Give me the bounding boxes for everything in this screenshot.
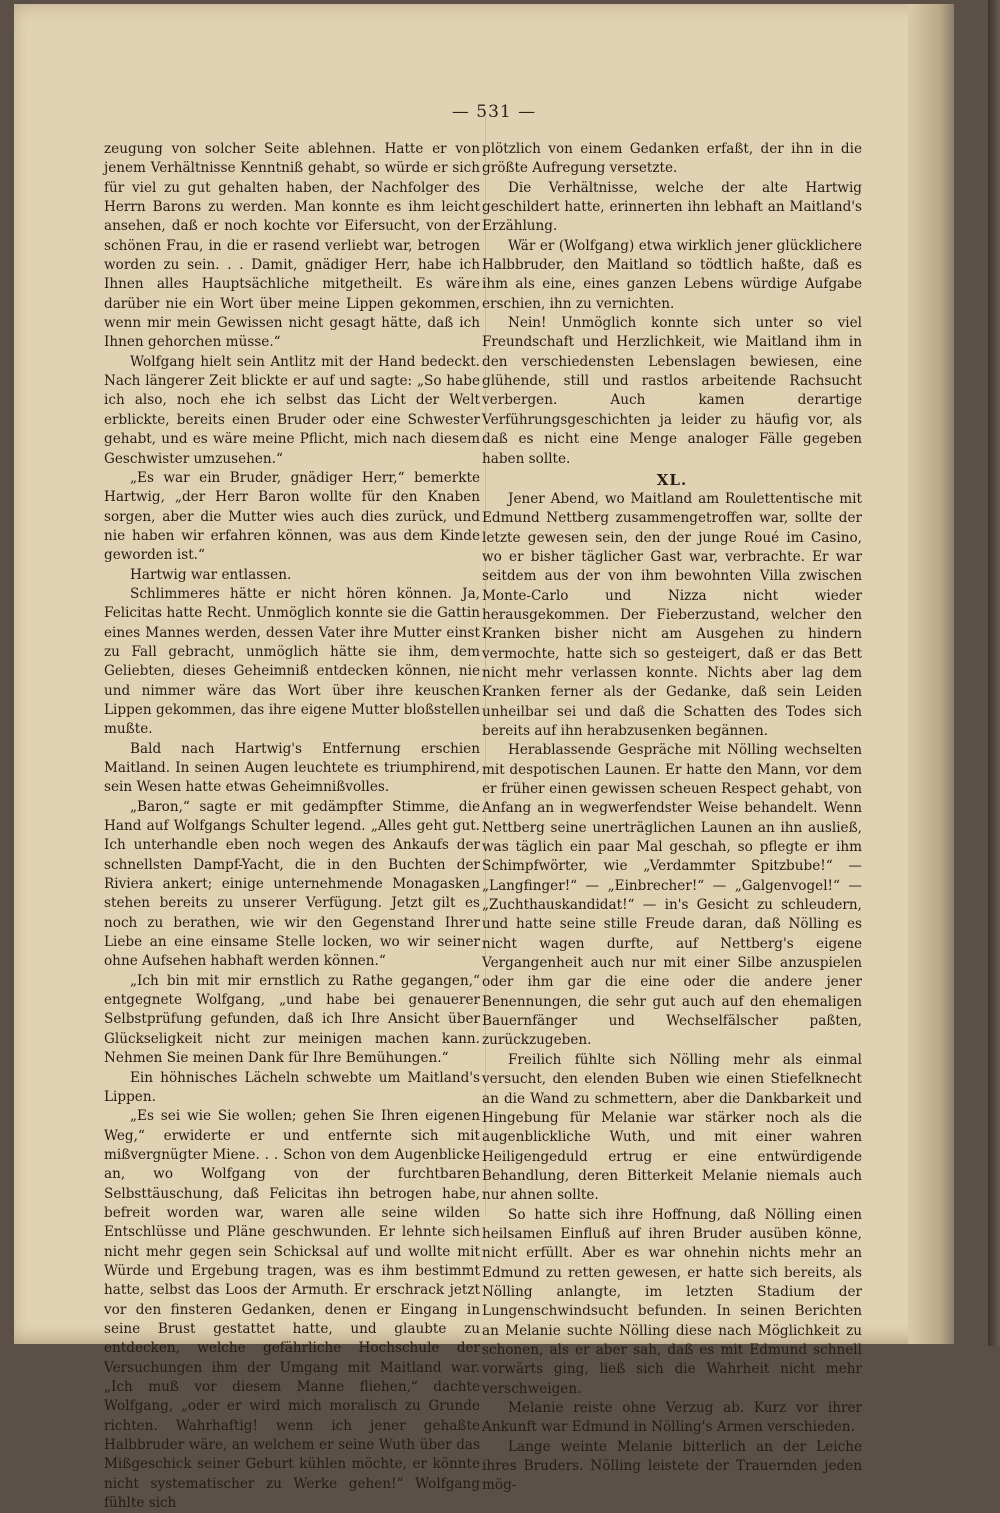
paragraph: „Baron,“ sagte er mit gedämpfter Stimme, die Hand auf Wolfgangs Schulter legend. „Alles geht gut. Ich unterhandle eben noch wegen des Ankaufs der schnellsten Dampf-Yacht, die in den Buchten der Riviera ankert; einige unternehmende Monagasken stehen bereits zu unserer Verfügung. Jetzt gilt es noch zu berathen, wie wir den Gegenstand Ihrer Liebe an eine einsame Stelle locken, wo wir seiner ohne Aufsehen habhaft werden können.“ xyxy=(104,798,480,970)
paragraph: Nein! Unmöglich konnte sich unter so viel Freundschaft und Herzlichkeit, wie Maitland ihm in den verschiedensten Lebenslagen bewiesen, eine glühende, still und rastlos arbeitende Rachsucht verbergen. Auch kamen derartige Verführungsgeschichten ja leider zu häufig vor, als daß es nicht eine Menge analoger Fälle gegeben haben sollte. xyxy=(482,315,862,467)
page-gutter-shadow xyxy=(908,4,954,1344)
paragraph: Jener Abend, wo Maitland am Roulettentische mit Edmund Nettberg zusammengetroffen war, sollte der letzte gewesen sein, den der junge Roué im Casino, wo er bisher täglicher Gast war, verbrachte. Er war seitdem aus der von ihm bewohnten Villa zwischen Monte-Carlo und Nizza nicht wieder herausgekommen. Der Fieberzustand, welcher den Kranken bisher nicht am Ausgehen zu hindern vermochte, hatte sich so gesteigert, daß er das Bett nicht mehr verlassen konnte. Nichts aber lag dem Kranken ferner als der Gedanke, daß sein Leiden unheilbar sei und daß die Schatten des Todes sich bereits auf ihn herabzusenken begännen. xyxy=(482,490,862,739)
paragraph: Die Verhältnisse, welche der alte Hartwig geschildert hatte, erinnerten ihn lebhaft an Maitland's Erzählung. xyxy=(482,179,862,235)
paragraph: Schlimmeres hätte er nicht hören können. Ja, Felicitas hatte Recht. Unmöglich konnte sie die Gattin eines Mannes werden, dessen Vater ihre Mutter einst zu Fall gebracht, unmöglich hätte sie ihm, dem Geliebten, dieses Geheimniß entdecken können, nie und nimmer wäre das Wort über ihre keuschen Lippen gekommen, das ihre eigene Mutter bloßstellen mußte. xyxy=(104,585,480,738)
paragraph: Herablassende Gespräche mit Nölling wechselten mit despotischen Launen. Er hatte den Mann, vor dem er früher einen gewissen scheuen Respect gehabt, von Anfang an in wegwerfendster Weise behandelt. Wenn Nettberg seine unerträglichen Launen an ihn ausließ, was täglich ein paar Mal geschah, so pflegte er ihm Schimpfwörter, wie „Verdammter Spitzbube!“ — „Langfinger!“ — „Einbrecher!“ — „Galgenvogel!“ — „Zuchthauskandidat!“ — in's Gesicht zu schleudern, und hatte seine stille Freude daran, daß Nölling es nicht wagen durfte, auf Nettberg's eigene Vergangenheit auch nur mit einer Silbe anzuspielen oder ihm gar die eine oder die andere jener Benennungen, die sehr gut auch auf den ehemaligen Bauernfänger und Wechselfälscher paßten, zurückzugeben. xyxy=(482,742,862,1049)
paragraph: Melanie reiste ohne Verzug ab. Kurz vor ihrer Ankunft war Edmund in Nölling's Armen verschieden. xyxy=(482,1400,862,1436)
paragraph: zeugung von solcher Seite ablehnen. Hatte er von jenem Verhältnisse Kenntniß gehabt, so würde er sich für viel zu gut gehalten haben, der Nachfolger des Herrn Barons zu werden. Man konnte es ihm leicht ansehen, daß er noch kochte vor Eifersucht, von der schönen Frau, in die er rasend verliebt war, betrogen worden zu sein. . . Damit, gnädiger Herr, habe ich Ihnen alles Hauptsächliche mitgetheilt. Es wäre darüber nie ein Wort über meine Lippen gekommen, wenn mir mein Gewissen nicht gesagt hätte, daß ich Ihnen gehorchen müsse.“ xyxy=(104,141,480,351)
left-column xyxy=(104,140,480,1513)
paragraph: Ein höhnisches Lächeln schwebte um Maitland's Lippen. xyxy=(104,1069,480,1105)
paragraph: Hartwig war entlassen. xyxy=(130,566,292,583)
book-page xyxy=(14,4,954,1512)
paragraph: Bald nach Hartwig's Entfernung erschien Maitland. In seinen Augen leuchtete es triumphirend, sein Wesen hatte etwas Geheimnißvolles. xyxy=(104,740,480,796)
paragraph: Lange weinte Melanie bitterlich an der Leiche ihres Bruders. Nölling leistete der Trauernden jeden mög- xyxy=(482,1438,862,1494)
paragraph: „Es war ein Bruder, gnädiger Herr,“ bemerkte Hartwig, „der Herr Baron wollte für den Knaben sorgen, aber die Mutter wies auch dies zurück, und nie haben wir erfahren können, was aus dem Kinde geworden ist.“ xyxy=(104,469,480,564)
book-edge xyxy=(988,0,1000,1346)
paragraph: „Es sei wie Sie wollen; gehen Sie Ihren eigenen Weg,“ erwiderte er und entfernte sich mit mißvergnügter Miene. . . Schon von dem Augenblicke an, wo Wolfgang von der furchtbaren Selbsttäuschung, daß Felicitas ihn betrogen habe, befreit worden war, waren alle seine wilden Entschlüsse und Pläne geschwunden. Er lehnte sich nicht mehr gegen sein Schicksal auf und wollte mit Würde und Ergebung tragen, was es ihm bestimmt hatte, selbst das Loos der Armuth. Er erschrack jetzt vor den finsteren Gedanken, denen er Eingang in seine Brust gestattet hatte, und glaubte zu entdecken, welche gefährliche Hochschule der Versuchungen ihm der Umgang mit Maitland war. „Ich muß vor diesem Manne fliehen,“ dachte Wolfgang, „oder er wird mich moralisch zu Grunde richten. Wahrhaftig! wenn ich jener gehaßte Halbbruder wäre, an welchem er seine Wuth über das Mißgeschick seiner Geburt kühlen möchte, er könnte nicht systematischer zu Werke gehen!“ Wolfgang fühlte sich xyxy=(104,1108,480,1512)
page-number: — 531 — xyxy=(451,102,537,122)
paragraph: So hatte sich ihre Hoffnung, daß Nölling einen heilsamen Einfluß auf ihren Bruder ausüben könne, nicht erfüllt. Aber es war ohnehin nichts mehr an Edmund zu retten gewesen, er hatte sich bereits, als Nölling anlangte, im letzten Stadium der Lungenschwindsucht befunden. In seinen Berichten an Melanie suchte Nölling diese nach Möglichkeit zu schonen, als er aber sah, daß es mit Edmund schnell vorwärts ging, ließ sich die Wahrheit nicht mehr verschweigen. xyxy=(482,1206,862,1397)
paragraph: plötzlich von einem Gedanken erfaßt, der ihn in die größte Aufregung versetzte. xyxy=(482,141,862,177)
paragraph: Freilich fühlte sich Nölling mehr als einmal versucht, den elenden Buben wie einen Stiefelknecht an die Wand zu schmettern, aber die Dankbarkeit und Hingebung für Melanie war stärker noch als die augenblickliche Wuth, und mit einer wahren Heiligengeduld ertrug er eine entwürdigende Behandlung, deren Bitterkeit Melanie niemals auch nur ahnen sollte. xyxy=(482,1051,862,1204)
right-column xyxy=(482,140,862,1496)
chapter-heading: XL. xyxy=(656,470,688,489)
paragraph: Wolfgang hielt sein Antlitz mit der Hand bedeckt. Nach längerer Zeit blickte er auf und sagte: „So habe ich also, noch ehe ich selbst das Licht der Welt erblickte, bereits einen Bruder oder eine Schwester gehabt, und es wäre meine Pflicht, mich nach diesem Geschwister umzusehen.“ xyxy=(104,353,480,467)
paragraph: Wär er (Wolfgang) etwa wirklich jener glücklichere Halbbruder, den Maitland so tödtlich haßte, daß es ihm als eine, eines ganzen Lebens würdige Aufgabe erschien, ihn zu vernichten. xyxy=(482,237,862,312)
paragraph: „Ich bin mit mir ernstlich zu Rathe gegangen,“ entgegnete Wolfgang, „und habe bei genauerer Selbstprüfung gefunden, daß ich Ihre Ansicht über Glückseligkeit nicht zur meinigen machen kann. Nehmen Sie meinen Dank für Ihre Bemühungen.“ xyxy=(104,972,480,1067)
